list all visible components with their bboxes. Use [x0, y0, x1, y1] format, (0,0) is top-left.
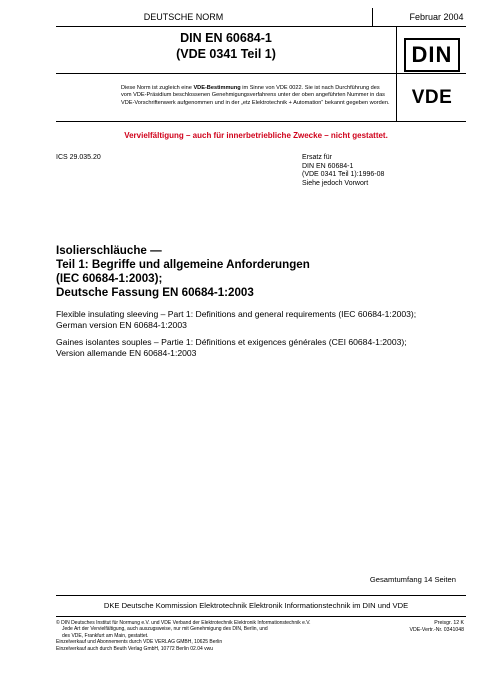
- vde-logo: [398, 88, 466, 108]
- copyright-line: Einzelverkauf auch durch Beuth Verlag GmbH, 10772 Berlin 02.04 vwu: [56, 645, 214, 652]
- vde-notice: Diese Norm ist zugleich eine VDE-Bestimmung im Sinne von VDE 0022. Sie ist nach Durchführung des vom VDE-Präsidium beschlossenen Genehmigungsverfahrens unter der oben angeführten Nummer in das VDE-Vorschriftenwerk aufgenommen und in der „etz Elektrotechnik + Automation“ bekannt gegeben worden.: [121, 85, 390, 106]
- document-number: DIN EN 60684-1: [180, 31, 272, 45]
- english-title-line: Flexible insulating sleeving – Part 1: Definitions and general requirements (IEC 60684-1:2003);: [56, 309, 417, 319]
- copyright-line: Einzelverkauf und Abonnements durch VDE VERLAG GMBH, 10625 Berlin: [56, 639, 223, 646]
- vde-classification: (VDE 0341 Teil 1): [176, 47, 276, 61]
- vde-logo-text: VDE: [411, 87, 453, 108]
- german-title: [56, 244, 476, 300]
- header-rule: [56, 26, 466, 27]
- din-logo-text: DIN: [411, 42, 453, 67]
- english-title: [56, 309, 476, 331]
- replaces-line: DIN EN 60684-1: [302, 162, 354, 170]
- title-rule: [56, 73, 466, 74]
- price-group: Preisgr. 12 K: [434, 620, 464, 626]
- document-title: [56, 30, 396, 62]
- french-title-line: Version allemande EN 60684-1:2003: [56, 348, 197, 358]
- price-info: [380, 620, 464, 633]
- replaces-block: [302, 154, 384, 188]
- replaces-line: Siehe jedoch Vorwort: [302, 179, 369, 187]
- french-title-line: Gaines isolantes souples – Partie 1: Définitions et exigences générales (CEI 60684-1:2003);: [56, 337, 407, 347]
- din-logo: [404, 38, 460, 72]
- standard-type-label: DEUTSCHE NORM: [143, 12, 224, 22]
- notice-rule: [56, 121, 466, 122]
- french-title: [56, 337, 476, 359]
- replaces-line: (VDE 0341 Teil 1):1996-08: [302, 171, 385, 178]
- replaces-line: Ersatz für: [302, 154, 332, 161]
- ics-code: ICS 29.035.20: [56, 154, 101, 161]
- english-title-line: German version EN 60684-1:2003: [56, 320, 187, 330]
- footer-bottom-rule: [56, 616, 466, 617]
- german-title-line: Isolierschläuche —: [56, 244, 162, 257]
- copyright-line: Jede Art der Vervielfältigung, auch auszugsweise, nur mit Genehmigung des DIN, Berlin, und: [62, 626, 268, 633]
- total-pages: Gesamtumfang 14 Seiten: [369, 575, 456, 584]
- german-title-line: Deutsche Fassung EN 60684-1:2003: [56, 286, 254, 299]
- copyright-line: © DIN Deutsches Institut für Normung e.V. und VDE Verband der Elektrotechnik Elektronik Informationstechnik e.V.: [56, 620, 311, 626]
- german-title-line: (IEC 60684-1:2003);: [56, 272, 163, 285]
- copyright-line: des VDE, Frankfurt am Main, gestattet.: [62, 632, 149, 639]
- copyright-block: [56, 620, 356, 652]
- vde-order-number: VDE-Vertr.-Nr. 0341048: [409, 626, 464, 633]
- german-title-line: Teil 1: Begriffe und allgemeine Anforderungen: [56, 258, 310, 271]
- header-divider: [372, 8, 373, 27]
- publication-date: Februar 2004: [409, 12, 464, 22]
- footer-top-rule: [56, 595, 466, 596]
- dke-publisher: DKE Deutsche Kommission Elektrotechnik Elektronik Informationstechnik im DIN und VDE: [103, 601, 409, 610]
- copy-warning: Vervielfältigung – auch für innerbetriebliche Zwecke – nicht gestattet.: [124, 131, 388, 140]
